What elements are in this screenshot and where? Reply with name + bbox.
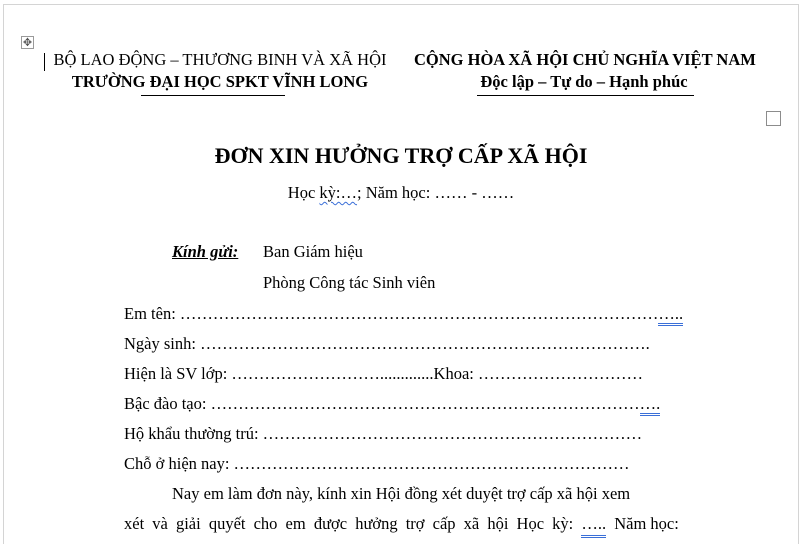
field-level-flag: ….	[640, 394, 661, 416]
para-word: Học	[516, 514, 545, 533]
field-name-text: Em tên: ……………………………………………………………………………	[124, 304, 659, 323]
para-word: xã	[463, 514, 480, 533]
field-name-flag: …..	[658, 304, 683, 326]
text-cursor	[44, 53, 45, 71]
para-word: em	[285, 514, 306, 533]
para-flag: …..	[581, 513, 606, 538]
field-level-text: Bậc đào tạo: ……………………………………………………………………	[124, 394, 640, 413]
recipient-board: Ban Giám hiệu	[263, 242, 363, 261]
school-name: TRƯỜNG ĐẠI HỌC SPKT VĨNH LONG	[71, 72, 369, 91]
para-word: xét	[124, 514, 145, 533]
para-word: hội	[487, 514, 509, 533]
para-word: giải	[175, 514, 201, 533]
para-word: cấp	[432, 514, 456, 533]
request-paragraph-line2	[124, 513, 679, 538]
para-word: trợ	[405, 514, 425, 533]
field-dob: Ngày sinh: ……………………………………………………………………….	[124, 334, 650, 353]
header-right	[414, 49, 754, 93]
addressee-label: Kính gửi:	[172, 242, 239, 261]
para-word: được	[313, 514, 348, 533]
table-resize-handle[interactable]	[766, 111, 781, 126]
para-word: kỳ:	[552, 514, 574, 533]
country-name: CỘNG HÒA XÃ HỘI CHỦ NGHĨA VIỆT NAM	[414, 50, 756, 69]
header-left	[40, 49, 400, 93]
para-word: cho	[253, 514, 278, 533]
national-motto: Độc lập – Tự do – Hạnh phúc	[480, 72, 688, 91]
recipient-office: Phòng Công tác Sinh viên	[263, 273, 436, 292]
table-move-handle-icon[interactable]: ✥	[22, 36, 33, 49]
field-residence: Hộ khẩu thường trú: ……………………………………………………………	[124, 424, 643, 443]
semester-suffix: ; Năm học: …… - ……	[357, 183, 515, 202]
semester-prefix: Học	[287, 183, 320, 202]
document-title: ĐƠN XIN HƯỞNG TRỢ CẤP XÃ HỘI	[214, 143, 588, 168]
para-word: quyết	[208, 514, 246, 533]
field-name	[124, 303, 683, 325]
field-level	[124, 393, 660, 415]
field-current-address: Chỗ ở hiện nay: ………………………………………………………………	[124, 454, 630, 473]
request-paragraph-line1: Nay em làm đơn này, kính xin Hội đồng xét duyệt trợ cấp xã hội xem	[172, 484, 631, 503]
semester-ky: kỳ:…	[319, 183, 358, 202]
school-underline	[141, 95, 285, 96]
ministry-name: BỘ LAO ĐỘNG – THƯƠNG BINH VÀ XÃ HỘI	[53, 50, 387, 69]
para-word: hưởng	[355, 514, 398, 533]
para-word: và	[152, 514, 168, 533]
field-class: Hiện là SV lớp: ……………………….............Khoa: …………………………	[124, 364, 643, 383]
para-word: Năm học:	[614, 514, 679, 533]
motto-underline	[477, 95, 694, 96]
semester-line	[0, 182, 802, 204]
